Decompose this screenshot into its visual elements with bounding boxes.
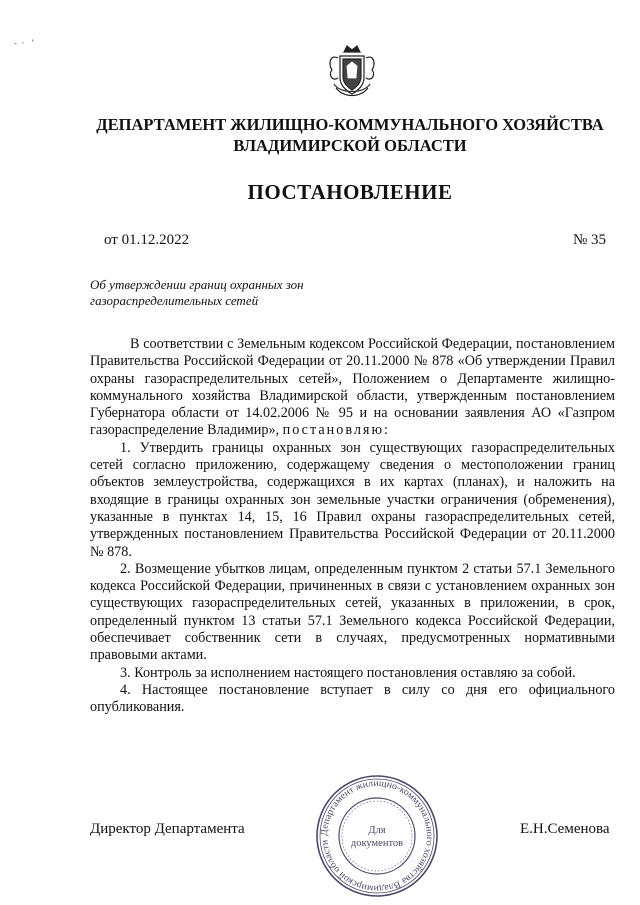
seal-center-line-2: документов xyxy=(350,838,404,849)
body-item-1: 1. Утвердить границы охранных зон существующих газораспределительных сетей согласно приложению, содержащему сведения о местоположении границ объектов землеустройства, содержащихся в их картах (планах), и наложить на входящие в границы охранных зон земельные участки ограничения (обременения), указанные в пунктах 14, 15, 16 Правил охраны газораспределительных сетей, утвержденных постановлением Правительства Российской Федерации от 20.11.2000 № 878. xyxy=(90,439,615,560)
official-seal-stamp xyxy=(314,773,440,899)
preamble-text: В соответствии с Земельным кодексом Российской Федерации, постановлением Правительства Российской Федерации от 20.11.2000 № 878 «Об утверждении Правил охраны газораспределительных сетей», Положением о Департаменте жилищно-коммунального хозяйства Владимирской области, утвержденным постановлением Губернатора области от 14.02.2006 № 95 и на основании заявления АО «Газпром газораспределение Владимир», xyxy=(90,336,615,439)
body-item-3: 3. Контроль за исполнением настоящего постановления оставляю за собой. xyxy=(120,664,576,681)
department-line-1: ДЕПАРТАМЕНТ ЖИЛИЩНО-КОММУНАЛЬНОГО ХОЗЯЙСТВА xyxy=(96,115,604,134)
body-item-2: 2. Возмещение убытков лицам, определенным пунктом 2 статьи 57.1 Земельного кодекса Российской Федерации, причиненных в связи с установлением охранных зон существующих газораспределительных сетей, указанных в приложении, в срок, определенный пунктом 13 статьи 57.1 Земельного кодекса Российской Федерации, обеспечивает собственник сети в случаях, предусмотренных нормативными правовыми актами. xyxy=(90,560,615,664)
coat-of-arms-icon xyxy=(326,44,378,100)
signer-role: Директор Департамента xyxy=(90,821,245,837)
subject-line-2: газораспределительных сетей xyxy=(90,293,259,308)
document-type-title: ПОСТАНОВЛЕНИЕ xyxy=(247,180,453,204)
seal-center-line-1: Для xyxy=(368,825,386,836)
document-body xyxy=(90,336,615,717)
document-date: от 01.12.2022 xyxy=(104,232,190,248)
department-line-2: ВЛАДИМИРСКОЙ ОБЛАСТИ xyxy=(233,136,467,155)
body-item-4: 4. Настоящее постановление вступает в силу со дня его официального опубликования. xyxy=(90,681,615,716)
decree-word: постановляю: xyxy=(282,422,390,439)
department-header xyxy=(60,114,640,156)
subject-line-1: Об утверждении границ охранных зон xyxy=(90,277,304,292)
scan-mark: - · ʼ xyxy=(14,38,35,48)
document-number: № 35 xyxy=(573,232,607,248)
signer-name: Е.Н.Семенова xyxy=(520,821,610,837)
seal-ring-text: Департамент жилищно-коммунального хозяйства Владимирской области xyxy=(319,778,435,894)
preamble-paragraph xyxy=(90,336,615,440)
document-subject xyxy=(90,277,390,309)
